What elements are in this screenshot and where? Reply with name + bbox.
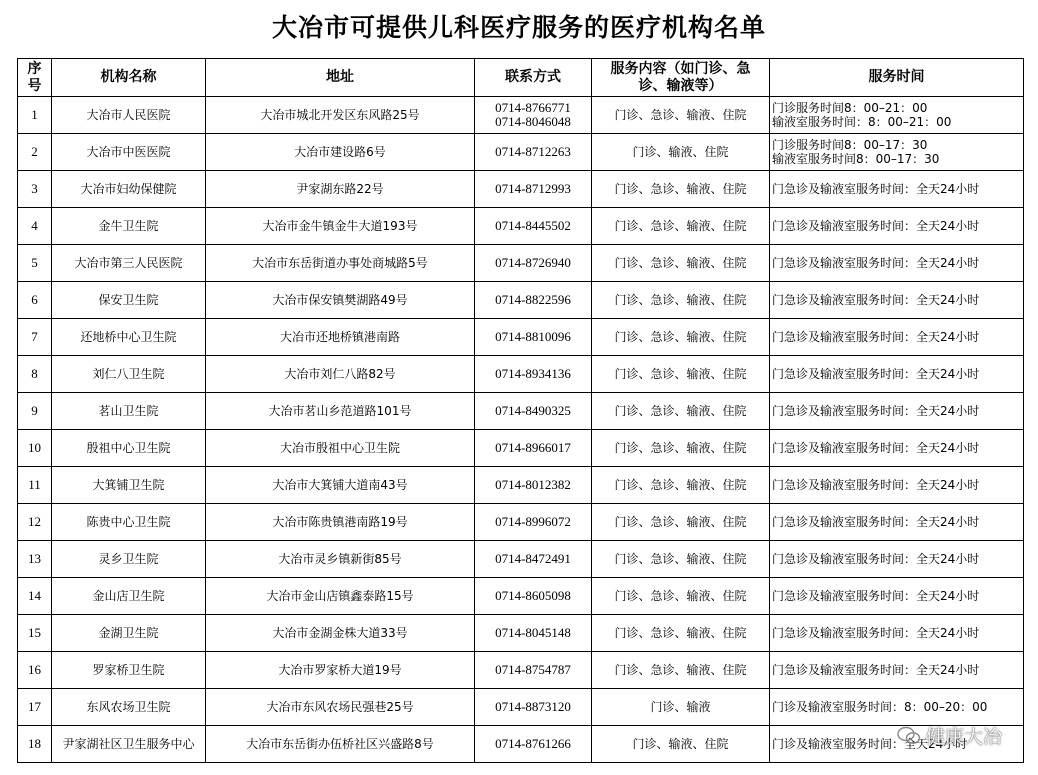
seq-cell: 14 bbox=[18, 578, 52, 615]
wechat-icon bbox=[897, 726, 921, 746]
service-cell: 门诊、急诊、输液、住院 bbox=[592, 245, 770, 282]
hours-cell-line: 门急诊及输液室服务时间：全天24小时 bbox=[772, 182, 980, 196]
table-row bbox=[18, 319, 1024, 356]
address-cell: 大冶市茗山乡范道路101号 bbox=[206, 393, 475, 430]
seq-cell: 13 bbox=[18, 541, 52, 578]
phone-cell-line: 0714-8934136 bbox=[495, 366, 571, 381]
phone-cell bbox=[475, 430, 592, 467]
hours-cell bbox=[770, 393, 1024, 430]
name-cell: 刘仁八卫生院 bbox=[52, 356, 206, 393]
hours-cell-line: 门诊及输液室服务时间：8：00–20：00 bbox=[772, 700, 988, 714]
hours-cell-line: 输液室服务时间：8：00–21：00 bbox=[772, 115, 952, 129]
address-cell: 大冶市建设路6号 bbox=[206, 134, 475, 171]
address-cell: 大冶市陈贵镇港南路19号 bbox=[206, 504, 475, 541]
name-cell: 大箕铺卫生院 bbox=[52, 467, 206, 504]
hours-cell bbox=[770, 689, 1024, 726]
phone-cell-line: 0714-8605098 bbox=[495, 588, 571, 603]
name-cell: 大冶市中医医院 bbox=[52, 134, 206, 171]
seq-cell: 2 bbox=[18, 134, 52, 171]
phone-cell-line: 0714-8873120 bbox=[495, 699, 571, 714]
phone-cell-line: 0714-8445502 bbox=[495, 218, 571, 233]
address-cell: 大冶市灵乡镇新街85号 bbox=[206, 541, 475, 578]
service-cell: 门诊、急诊、输液、住院 bbox=[592, 541, 770, 578]
address-cell: 尹家湖东路22号 bbox=[206, 171, 475, 208]
phone-cell bbox=[475, 504, 592, 541]
watermark bbox=[897, 722, 1002, 749]
phone-cell-line: 0714-8810096 bbox=[495, 329, 571, 344]
hours-cell-line: 门急诊及输液室服务时间：全天24小时 bbox=[772, 663, 980, 677]
service-cell: 门诊、输液、住院 bbox=[592, 134, 770, 171]
phone-cell bbox=[475, 578, 592, 615]
header-seq-line-2: 号 bbox=[27, 77, 42, 94]
seq-cell: 5 bbox=[18, 245, 52, 282]
table-row bbox=[18, 356, 1024, 393]
name-cell: 保安卫生院 bbox=[52, 282, 206, 319]
hours-cell bbox=[770, 356, 1024, 393]
seq-cell: 11 bbox=[18, 467, 52, 504]
hours-cell-line: 门急诊及输液室服务时间：全天24小时 bbox=[772, 219, 980, 233]
service-cell: 门诊、急诊、输液、住院 bbox=[592, 97, 770, 134]
phone-cell-line: 0714-8712993 bbox=[495, 181, 571, 196]
name-cell: 大冶市人民医院 bbox=[52, 97, 206, 134]
header-contact: 联系方式 bbox=[475, 59, 592, 97]
address-cell: 大冶市金牛镇金牛大道193号 bbox=[206, 208, 475, 245]
service-cell: 门诊、急诊、输液、住院 bbox=[592, 282, 770, 319]
page-title: 大冶市可提供儿科医疗服务的医疗机构名单 bbox=[271, 13, 766, 42]
service-cell: 门诊、输液 bbox=[592, 689, 770, 726]
hours-cell bbox=[770, 652, 1024, 689]
hours-cell-line: 门急诊及输液室服务时间：全天24小时 bbox=[772, 330, 980, 344]
table-row bbox=[18, 134, 1024, 171]
table-row bbox=[18, 652, 1024, 689]
service-cell: 门诊、急诊、输液、住院 bbox=[592, 652, 770, 689]
hours-cell-line: 门急诊及输液室服务时间：全天24小时 bbox=[772, 404, 980, 418]
phone-cell-line: 0714-8996072 bbox=[495, 514, 571, 529]
phone-cell-line: 0714-8012382 bbox=[495, 477, 571, 492]
phone-cell bbox=[475, 689, 592, 726]
hours-cell-line: 门诊及输液室服务时间：全天24小时 bbox=[772, 737, 968, 751]
phone-cell bbox=[475, 208, 592, 245]
hours-cell-line: 门急诊及输液室服务时间：全天24小时 bbox=[772, 256, 980, 270]
hours-cell-line: 门急诊及输液室服务时间：全天24小时 bbox=[772, 589, 980, 603]
seq-cell: 15 bbox=[18, 615, 52, 652]
name-cell: 大冶市第三人民医院 bbox=[52, 245, 206, 282]
name-cell: 殷祖中心卫生院 bbox=[52, 430, 206, 467]
phone-cell bbox=[475, 245, 592, 282]
hours-cell-line: 门诊服务时间8：00–21：00 bbox=[772, 101, 928, 115]
hours-cell bbox=[770, 97, 1024, 134]
table-row bbox=[18, 541, 1024, 578]
hours-cell bbox=[770, 615, 1024, 652]
phone-cell-line: 0714-8046048 bbox=[495, 114, 571, 129]
header-seq bbox=[18, 59, 52, 97]
hours-cell-line: 门急诊及输液室服务时间：全天24小时 bbox=[772, 293, 980, 307]
header-service-line-2: 诊、输液等） bbox=[638, 77, 723, 94]
name-cell: 东风农场卫生院 bbox=[52, 689, 206, 726]
table-row bbox=[18, 245, 1024, 282]
hours-cell bbox=[770, 578, 1024, 615]
address-cell: 大冶市刘仁八路82号 bbox=[206, 356, 475, 393]
watermark-text: 健康大冶 bbox=[925, 726, 1002, 748]
seq-cell: 1 bbox=[18, 97, 52, 134]
service-cell: 门诊、急诊、输液、住院 bbox=[592, 171, 770, 208]
name-cell: 金牛卫生院 bbox=[52, 208, 206, 245]
name-cell: 还地桥中心卫生院 bbox=[52, 319, 206, 356]
address-cell: 大冶市罗家桥大道19号 bbox=[206, 652, 475, 689]
seq-cell: 8 bbox=[18, 356, 52, 393]
phone-cell bbox=[475, 615, 592, 652]
name-cell: 陈贵中心卫生院 bbox=[52, 504, 206, 541]
address-cell: 大冶市殷祖中心卫生院 bbox=[206, 430, 475, 467]
phone-cell bbox=[475, 282, 592, 319]
address-cell: 大冶市金湖金株大道33号 bbox=[206, 615, 475, 652]
table-row bbox=[18, 282, 1024, 319]
service-cell: 门诊、急诊、输液、住院 bbox=[592, 208, 770, 245]
phone-cell bbox=[475, 726, 592, 763]
phone-cell bbox=[475, 97, 592, 134]
phone-cell bbox=[475, 134, 592, 171]
service-cell: 门诊、急诊、输液、住院 bbox=[592, 319, 770, 356]
seq-cell: 10 bbox=[18, 430, 52, 467]
name-cell: 金山店卫生院 bbox=[52, 578, 206, 615]
phone-cell-line: 0714-8822596 bbox=[495, 292, 571, 307]
hours-cell bbox=[770, 208, 1024, 245]
name-cell: 尹家湖社区卫生服务中心 bbox=[52, 726, 206, 763]
hours-cell-line: 门急诊及输液室服务时间：全天24小时 bbox=[772, 367, 980, 381]
hours-cell-line: 门急诊及输液室服务时间：全天24小时 bbox=[772, 552, 980, 566]
address-cell: 大冶市金山店镇鑫泰路15号 bbox=[206, 578, 475, 615]
table-row bbox=[18, 615, 1024, 652]
seq-cell: 3 bbox=[18, 171, 52, 208]
table-row bbox=[18, 689, 1024, 726]
service-cell: 门诊、输液、住院 bbox=[592, 726, 770, 763]
service-cell: 门诊、急诊、输液、住院 bbox=[592, 504, 770, 541]
header-address: 地址 bbox=[206, 59, 475, 97]
hours-cell-line: 输液室服务时间8：00–17：30 bbox=[772, 152, 940, 166]
hours-cell-line: 门诊服务时间8：00–17：30 bbox=[772, 138, 928, 152]
phone-cell-line: 0714-8712263 bbox=[495, 144, 571, 159]
phone-cell bbox=[475, 652, 592, 689]
phone-cell bbox=[475, 541, 592, 578]
phone-cell bbox=[475, 319, 592, 356]
phone-cell bbox=[475, 467, 592, 504]
service-cell: 门诊、急诊、输液、住院 bbox=[592, 615, 770, 652]
service-cell: 门诊、急诊、输液、住院 bbox=[592, 578, 770, 615]
address-cell: 大冶市东岳街道办事处商城路5号 bbox=[206, 245, 475, 282]
hours-cell-line: 门急诊及输液室服务时间：全天24小时 bbox=[772, 441, 980, 455]
hours-cell bbox=[770, 282, 1024, 319]
hours-cell-line: 门急诊及输液室服务时间：全天24小时 bbox=[772, 626, 980, 640]
name-cell: 金湖卫生院 bbox=[52, 615, 206, 652]
header-seq-line-1: 序 bbox=[27, 60, 42, 77]
hours-cell-line: 门急诊及输液室服务时间：全天24小时 bbox=[772, 515, 980, 529]
hours-cell bbox=[770, 541, 1024, 578]
hours-cell bbox=[770, 245, 1024, 282]
phone-cell-line: 0714-8472491 bbox=[495, 551, 571, 566]
hours-cell bbox=[770, 319, 1024, 356]
service-cell: 门诊、急诊、输液、住院 bbox=[592, 393, 770, 430]
service-cell: 门诊、急诊、输液、住院 bbox=[592, 356, 770, 393]
phone-cell-line: 0714-8490325 bbox=[495, 403, 571, 418]
header-hours: 服务时间 bbox=[770, 59, 1024, 97]
seq-cell: 4 bbox=[18, 208, 52, 245]
seq-cell: 17 bbox=[18, 689, 52, 726]
header-row bbox=[18, 59, 1024, 97]
phone-cell bbox=[475, 356, 592, 393]
seq-cell: 7 bbox=[18, 319, 52, 356]
phone-cell-line: 0714-8761266 bbox=[495, 736, 571, 751]
hours-cell bbox=[770, 171, 1024, 208]
table-row bbox=[18, 171, 1024, 208]
phone-cell bbox=[475, 393, 592, 430]
phone-cell bbox=[475, 171, 592, 208]
table-row bbox=[18, 726, 1024, 763]
hours-cell bbox=[770, 134, 1024, 171]
service-cell: 门诊、急诊、输液、住院 bbox=[592, 467, 770, 504]
name-cell: 茗山卫生院 bbox=[52, 393, 206, 430]
header-service bbox=[592, 59, 770, 97]
institution-table bbox=[17, 58, 1024, 763]
address-cell: 大冶市还地桥镇港南路 bbox=[206, 319, 475, 356]
service-cell: 门诊、急诊、输液、住院 bbox=[592, 430, 770, 467]
address-cell: 大冶市大箕铺大道南43号 bbox=[206, 467, 475, 504]
seq-cell: 18 bbox=[18, 726, 52, 763]
header-service-line-1: 服务内容（如门诊、急 bbox=[610, 60, 751, 77]
header-name: 机构名称 bbox=[52, 59, 206, 97]
phone-cell-line: 0714-8766771 bbox=[495, 100, 571, 115]
phone-cell-line: 0714-8045148 bbox=[495, 625, 571, 640]
hours-cell bbox=[770, 467, 1024, 504]
table-row bbox=[18, 208, 1024, 245]
seq-cell: 16 bbox=[18, 652, 52, 689]
address-cell: 大冶市城北开发区东风路25号 bbox=[206, 97, 475, 134]
table-row bbox=[18, 578, 1024, 615]
seq-cell: 9 bbox=[18, 393, 52, 430]
hours-cell bbox=[770, 430, 1024, 467]
phone-cell-line: 0714-8726940 bbox=[495, 255, 571, 270]
table-row bbox=[18, 393, 1024, 430]
address-cell: 大冶市东岳街办伍桥社区兴盛路8号 bbox=[206, 726, 475, 763]
hours-cell-line: 门急诊及输液室服务时间：全天24小时 bbox=[772, 478, 980, 492]
seq-cell: 6 bbox=[18, 282, 52, 319]
seq-cell: 12 bbox=[18, 504, 52, 541]
hours-cell bbox=[770, 504, 1024, 541]
table-row bbox=[18, 430, 1024, 467]
table-row bbox=[18, 97, 1024, 134]
name-cell: 灵乡卫生院 bbox=[52, 541, 206, 578]
address-cell: 大冶市东风农场民强巷25号 bbox=[206, 689, 475, 726]
address-cell: 大冶市保安镇樊湖路49号 bbox=[206, 282, 475, 319]
table-row bbox=[18, 467, 1024, 504]
phone-cell-line: 0714-8966017 bbox=[495, 440, 571, 455]
name-cell: 大冶市妇幼保健院 bbox=[52, 171, 206, 208]
table-row bbox=[18, 504, 1024, 541]
phone-cell-line: 0714-8754787 bbox=[495, 662, 571, 677]
name-cell: 罗家桥卫生院 bbox=[52, 652, 206, 689]
